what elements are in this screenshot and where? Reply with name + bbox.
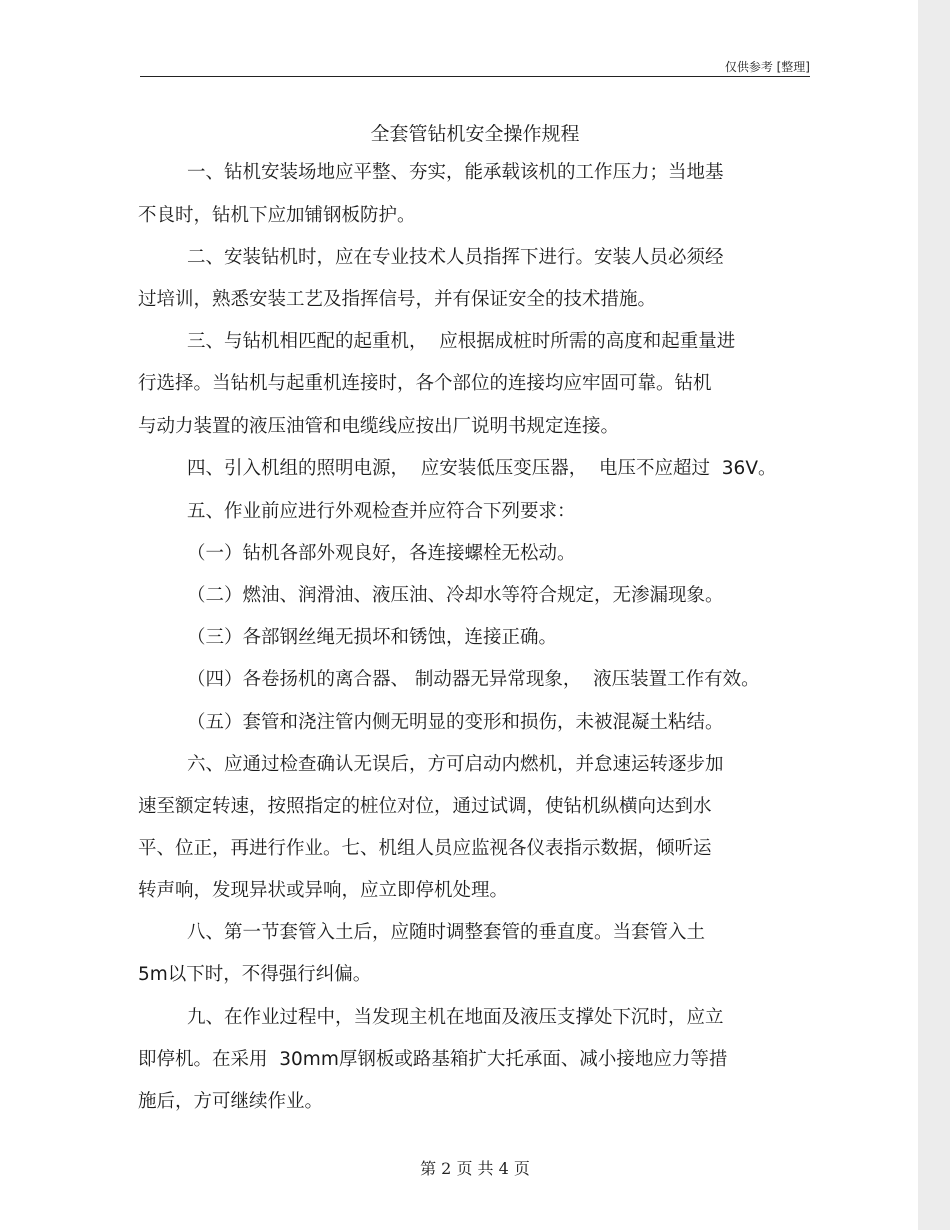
paragraph-line: 转声响，发现异状或异响，应立即停机处理。 — [138, 880, 509, 901]
paragraph-line: 施后，方可继续作业。 — [138, 1091, 324, 1112]
paragraph-line: 速至额定转速，按照指定的桩位对位，通过试调，使钻机纵横向达到水 — [138, 796, 712, 817]
paragraph-line: 四、引入机组的照明电源， 应安装低压变压器， 电压不应超过 36V。 — [187, 458, 777, 479]
paragraph-line: 二、安装钻机时，应在专业技术人员指挥下进行。安装人员必须经 — [187, 247, 724, 268]
paragraph-line: 不良时，钻机下应加铺钢板防护。 — [138, 205, 416, 226]
list-item: （五）套管和浇注管内侧无明显的变形和损伤，未被混凝土粘结。 — [187, 712, 724, 733]
paragraph-line: 与动力装置的液压油管和电缆线应按出厂说明书规定连接。 — [138, 416, 620, 437]
paragraph-line: 平、位正，再进行作业。七、机组人员应监视各仪表指示数据，倾听运 — [138, 838, 712, 859]
paragraph-line: 过培训，熟悉安装工艺及指挥信号，并有保证安全的技术措施。 — [138, 289, 657, 310]
list-item: （四）各卷扬机的离合器、 制动器无异常现象， 液压装置工作有效。 — [187, 669, 760, 690]
page-edge-shadow — [918, 0, 950, 1230]
paragraph-line: 行选择。当钻机与起重机连接时，各个部位的连接均应牢固可靠。钻机 — [138, 373, 712, 394]
list-item: （三）各部钢丝绳无损坏和锈蚀，连接正确。 — [187, 627, 558, 648]
paragraph-line: 九、在作业过程中，当发现主机在地面及液压支撑处下沉时，应立 — [187, 1007, 724, 1028]
header-rule — [140, 76, 810, 77]
page-number-footer: 第 2 页 共 4 页 — [420, 1159, 530, 1178]
paragraph-line: 六、应通过检查确认无误后，方可启动内燃机，并怠速运转逐步加 — [187, 754, 724, 775]
list-item: （二）燃油、润滑油、液压油、冷却水等符合规定，无渗漏现象。 — [187, 585, 724, 606]
paragraph-line: 一、钻机安装场地应平整、夯实，能承载该机的工作压力；当地基 — [187, 162, 724, 183]
paragraph-line: 三、与钻机相匹配的起重机， 应根据成桩时所需的高度和起重量进 — [187, 331, 736, 352]
header-note: 仅供参考 [整理] — [724, 60, 810, 74]
document-title: 全套管钻机安全操作规程 — [370, 123, 580, 145]
paragraph-line: 八、第一节套管入土后，应随时调整套管的垂直度。当套管入土 — [187, 922, 706, 943]
paragraph-line: 即停机。在采用 30mm厚钢板或路基箱扩大托承面、减小接地应力等措 — [138, 1049, 728, 1070]
paragraph-line: 5m以下时，不得强行纠偏。 — [138, 964, 372, 985]
paragraph-line: 五、作业前应进行外观检查并应符合下列要求： — [187, 501, 576, 522]
list-item: （一）钻机各部外观良好，各连接螺栓无松动。 — [187, 543, 576, 564]
